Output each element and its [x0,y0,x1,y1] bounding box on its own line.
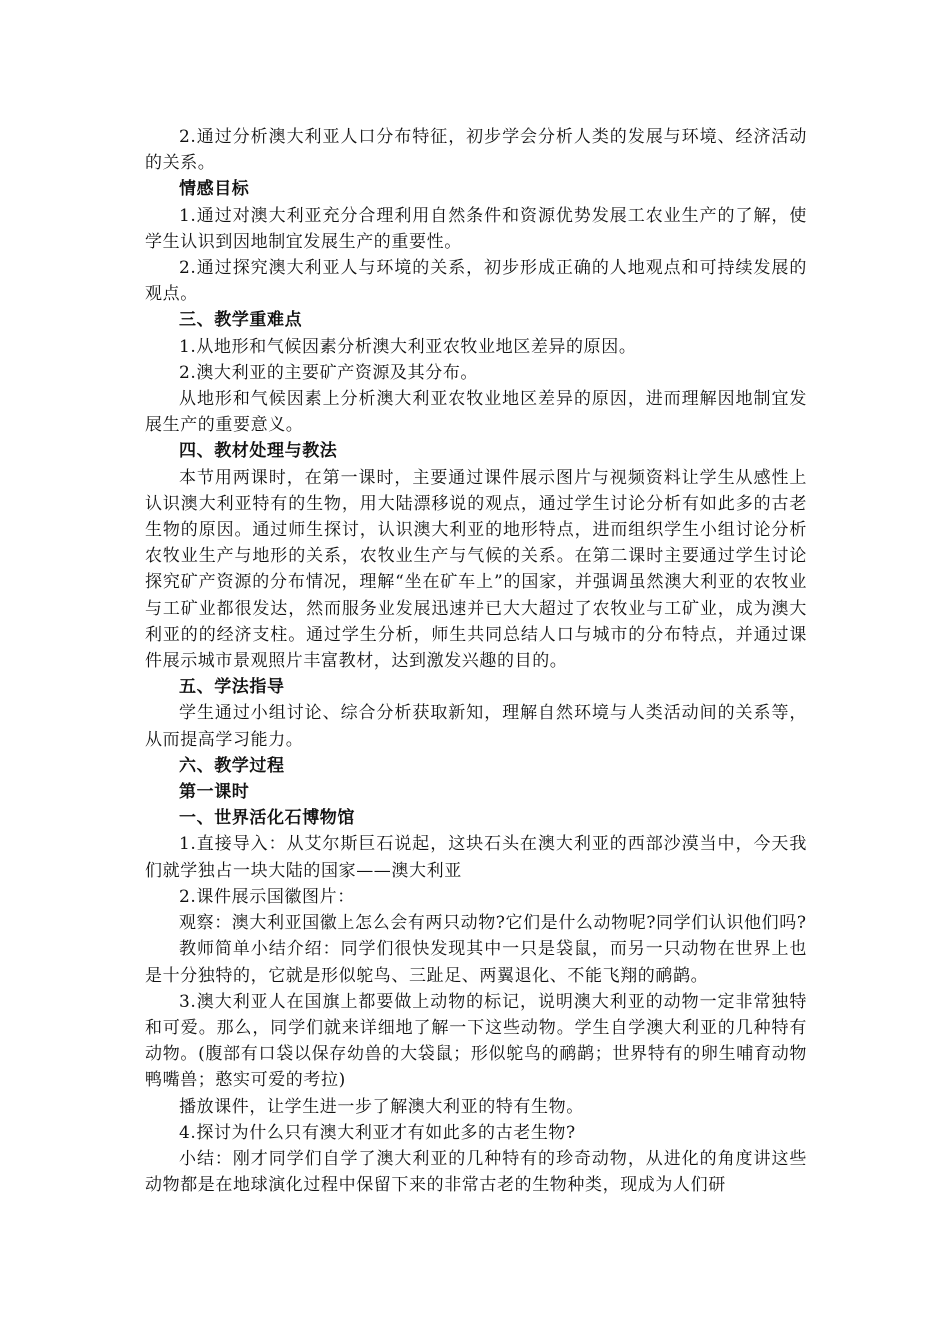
section-heading: 三、教学重难点 [179,310,303,331]
paragraph: 4.探讨为什么只有澳大利亚才有如此多的古老生物? [179,1122,576,1143]
paragraph: 1.从地形和气候因素分析澳大利亚农牧业地区差异的原因。 [179,336,637,357]
paragraph: 2.澳大利亚的主要矿产资源及其分布。 [179,362,479,383]
paragraph: 从地形和气候因素上分析澳大利亚农牧业地区差异的原因，进而理解因地制宜发展生产的重要意义。 [145,389,807,436]
paragraph: 学生通过小组讨论、综合分析获取新知，理解自然环境与人类活动间的关系等，从而提高学习能力。 [145,703,807,750]
section-heading: 一、世界活化石博物馆 [179,808,355,829]
section-heading: 情感目标 [179,179,250,200]
paragraph: 2.通过探究澳大利亚人与环境的关系，初步形成正确的人地观点和可持续发展的观点。 [145,258,807,305]
section-heading: 五、学法指导 [179,677,285,698]
paragraph: 2.课件展示国徽图片： [179,886,355,907]
paragraph: 2.通过分析澳大利亚人口分布特征，初步学会分析人类的发展与环境、经济活动的关系。 [145,127,807,174]
section-heading: 六、教学过程 [179,755,285,776]
paragraph: 小结：刚才同学们自学了澳大利亚的几种特有的珍奇动物，从进化的角度讲这些动物都是在地球演化过程中保留下来的非常古老的生物种类，现成为人们研 [145,1148,807,1196]
paragraph: 3.澳大利亚人在国旗上都要做上动物的标记，说明澳大利亚的动物一定非常独特和可爱。那么，同学们就来详细地了解一下这些动物。学生自学澳大利亚的几种特有动物。(腹部有口袋以保存幼兽的大袋鼠；形似鸵鸟的鸸鹋；世界特有的卵生哺育动物鸭嘴兽；憨实可爱的考拉) [145,991,807,1091]
paragraph: 教师简单小结介绍：同学们很快发现其中一只是袋鼠，而另一只动物在世界上也是十分独特的，它就是形似鸵鸟、三趾足、两翼退化、不能飞翔的鸸鹋。 [145,939,807,986]
paragraph: 1.通过对澳大利亚充分合理利用自然条件和资源优势发展工农业生产的了解，使学生认识到因地制宜发展生产的重要性。 [145,205,807,252]
document-body [145,124,807,1198]
paragraph: 观察：澳大利亚国徽上怎么会有两只动物?它们是什么动物呢?同学们认识他们吗? [179,913,807,934]
section-heading: 第一课时 [179,782,250,803]
paragraph: 本节用两课时，在第一课时，主要通过课件展示图片与视频资料让学生从感性上认识澳大利亚特有的生物，用大陆漂移说的观点，通过学生讨论分析有如此多的古老生物的原因。通过师生探讨，认识澳大利亚的地形特点，进而组织学生小组讨论分析农牧业生产与地形的关系，农牧业生产与气候的关系。在第二课时主要通过学生讨论探究矿产资源的分布情况，理解“坐在矿车上”的国家，并强调虽然澳大利亚的农牧业与工矿业都很发达，然而服务业发展迅速并已大大超过了农牧业与工矿业，成为澳大利亚的的经济支柱。通过学生分析，师生共同总结人口与城市的分布特点，并通过课件展示城市景观照片丰富教材，达到激发兴趣的目的。 [145,467,807,672]
section-heading: 四、教材处理与教法 [179,441,338,462]
paragraph: 1.直接导入：从艾尔斯巨石说起，这块石头在澳大利亚的西部沙漠当中，今天我们就学独占一块大陆的国家——澳大利亚 [145,834,807,881]
paragraph: 播放课件，让学生进一步了解澳大利亚的特有生物。 [179,1096,584,1117]
